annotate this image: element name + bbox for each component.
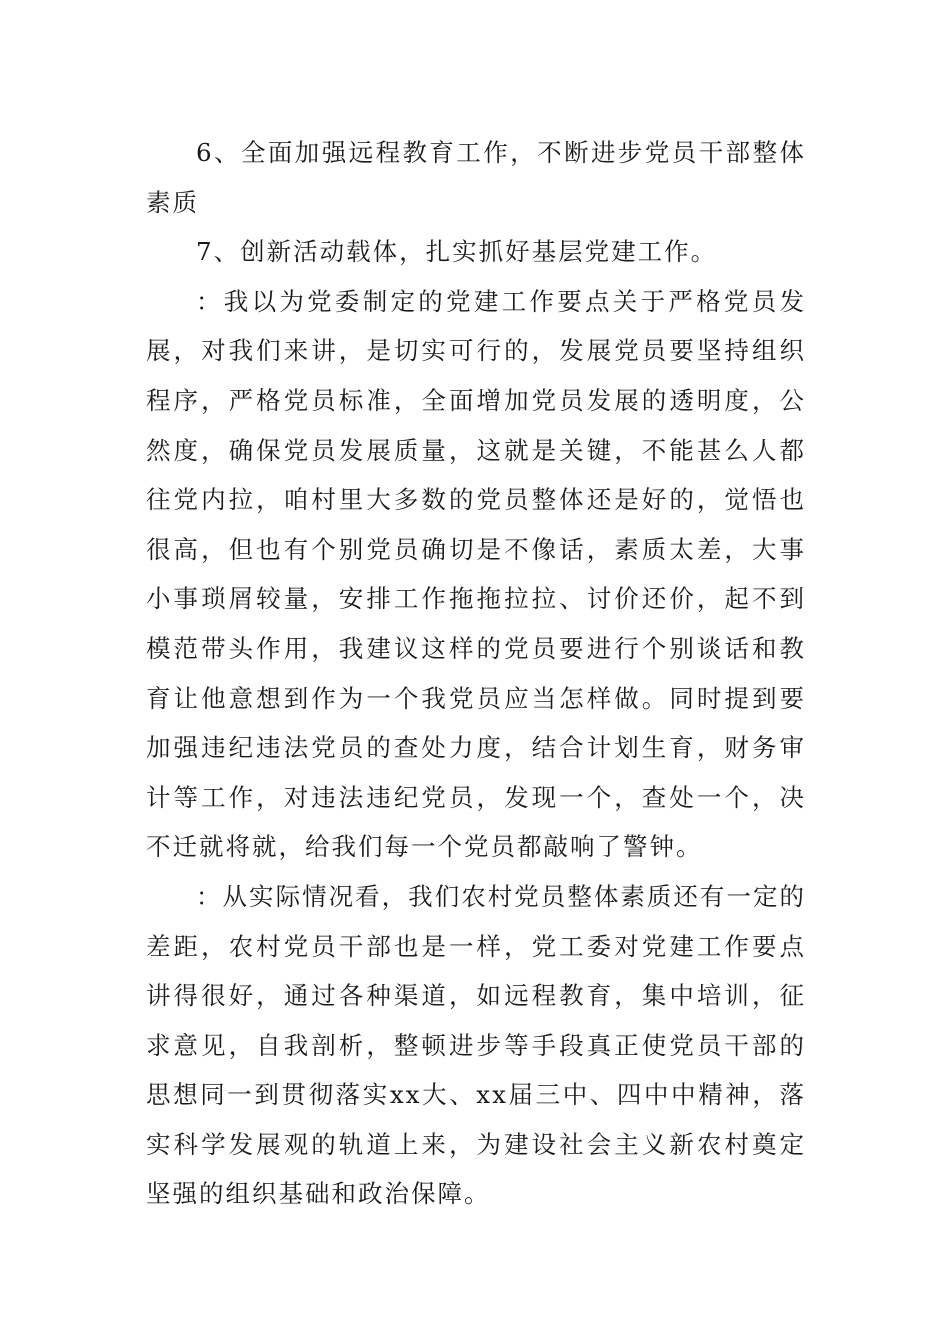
document-body xyxy=(146,128,806,1219)
paragraph-item-7: 7、创新活动载体，扎实抓好基层党建工作。 xyxy=(196,237,718,267)
paragraph-rural-member-quality: ：从实际情况看，我们农村党员整体素质还有一定的差距，农村党员干部也是一样，党工委对党建工作要点讲得很好，通过各种渠道，如远程教育，集中培训，征求意见，自我剖析，整顿进步等手段真正使党员干部的思想同一到贯彻落实xx大、xx届三中、四中中精神，落实科学发展观的轨道上来，为建设社会主义新农村奠定坚强的组织基础和政治保障。 xyxy=(146,881,806,1209)
paragraph-item-6: 6、全面加强远程教育工作，不断进步党员干部整体素质 xyxy=(146,138,806,217)
paragraph-party-member-development: ：我以为党委制定的党建工作要点关于严格党员发展，对我们来讲，是切实可行的，发展党员要坚持组织程序，严格党员标准，全面增加党员发展的透明度，公然度，确保党员发展质量，这就是关键，不能甚么人都往党内拉，咱村里大多数的党员整体还是好的，觉悟也很高，但也有个别党员确切是不像话，素质太差，大事小事琐屑较量，安排工作拖拖拉拉、讨价还价，起不到模范带头作用，我建议这样的党员要进行个别谈话和教育让他意想到作为一个我党员应当怎样做。同时提到要加强违纪违法党员的查处力度，结合计划生育，财务审计等工作，对违法违纪党员，发现一个，查处一个，决不迁就将就，给我们每一个党员都敲响了警钟。 xyxy=(146,286,806,862)
